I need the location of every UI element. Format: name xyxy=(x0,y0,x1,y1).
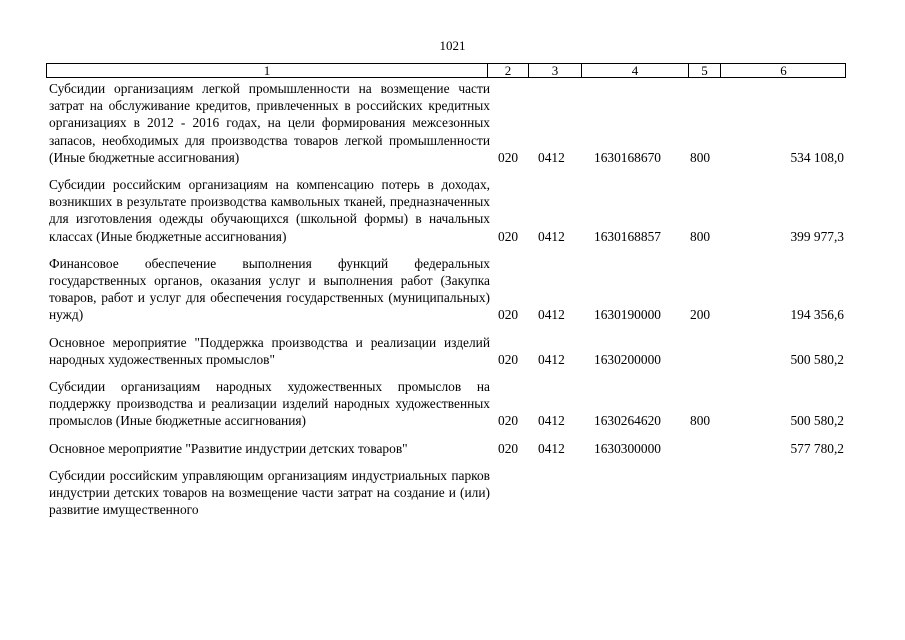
row-section-code: 0412 xyxy=(538,228,565,244)
row-section-code: 0412 xyxy=(538,351,565,367)
row-target-code: 1630168670 xyxy=(594,149,661,165)
row-description: Финансовое обеспечение выполнения функций федеральных государственных органов, оказания услуг и выполнения работ (Закупка товаров, работ и услуг для обеспечения государственных (муниципальных) нужд) xyxy=(49,255,490,323)
row-amount: 577 780,2 xyxy=(790,440,844,456)
row-ministry-code: 020 xyxy=(498,228,519,244)
row-target-code: 1630190000 xyxy=(594,307,661,323)
table-row xyxy=(46,378,846,430)
row-section-code: 0412 xyxy=(538,307,565,323)
table-row xyxy=(46,176,846,245)
row-ministry-code: 020 xyxy=(498,413,519,429)
row-section-code: 0412 xyxy=(538,413,565,429)
row-target-code: 1630300000 xyxy=(594,440,661,456)
row-amount: 194 356,6 xyxy=(790,307,844,323)
row-description: Основное мероприятие "Развитие индустрии детских товаров" xyxy=(49,440,408,456)
row-description: Субсидии организациям легкой промышленности на возмещение части затрат на обслуживание кредитов, привлеченных в российских кредитных организациях в 2012 - 2016 годах, на цели формирования межсезонных запасов, необходимых для производства товаров легкой промышленности (Иные бюджетные ассигнования) xyxy=(49,81,490,165)
header-col-2: 2 xyxy=(487,64,528,77)
table-row xyxy=(46,440,846,457)
header-col-1: 1 xyxy=(263,63,271,78)
row-expense-type: 800 xyxy=(690,149,711,165)
row-description: Основное мероприятие "Поддержка производства и реализации изделий народных художественных промыслов" xyxy=(49,334,490,367)
row-description: Субсидии российским управляющим организациям индустриальных парков индустрии детских товаров на возмещение части затрат на создание и (или) развитие имущественного xyxy=(49,467,490,518)
page-number: 1021 xyxy=(439,38,466,53)
row-ministry-code: 020 xyxy=(498,149,519,165)
table-row xyxy=(46,255,846,324)
row-description: Субсидии российским организациям на компенсацию потерь в доходах, возникших в результате производства камвольных тканей, предназначенных для изготовления одежды обучающихся (школьной формы) в начальных классах (Иные бюджетные ассигнования) xyxy=(49,177,490,244)
row-description: Субсидии организациям народных художественных промыслов на поддержку производства и реализации изделий народных художественных промыслов (Иные бюджетные ассигнования) xyxy=(49,379,490,429)
row-section-code: 0412 xyxy=(538,440,565,456)
header-col-4: 4 xyxy=(581,64,688,77)
row-ministry-code: 020 xyxy=(498,440,519,456)
header-col-5: 5 xyxy=(688,64,720,77)
row-amount: 500 580,2 xyxy=(790,351,844,367)
row-ministry-code: 020 xyxy=(498,307,519,323)
row-target-code: 1630264620 xyxy=(594,413,661,429)
table-body xyxy=(46,80,846,528)
table-row xyxy=(46,80,846,166)
row-ministry-code: 020 xyxy=(498,351,519,367)
row-expense-type: 200 xyxy=(690,307,711,323)
row-amount: 534 108,0 xyxy=(790,149,844,165)
row-amount: 500 580,2 xyxy=(790,413,844,429)
header-col-3: 3 xyxy=(528,64,581,77)
row-amount: 399 977,3 xyxy=(790,228,844,244)
row-expense-type: 800 xyxy=(690,413,711,429)
row-section-code: 0412 xyxy=(538,149,565,165)
table-row xyxy=(46,334,846,368)
table-row xyxy=(46,467,846,519)
table-header xyxy=(46,63,846,78)
row-target-code: 1630200000 xyxy=(594,351,661,367)
row-expense-type: 800 xyxy=(690,228,711,244)
row-target-code: 1630168857 xyxy=(594,228,661,244)
header-col-6: 6 xyxy=(720,64,846,77)
